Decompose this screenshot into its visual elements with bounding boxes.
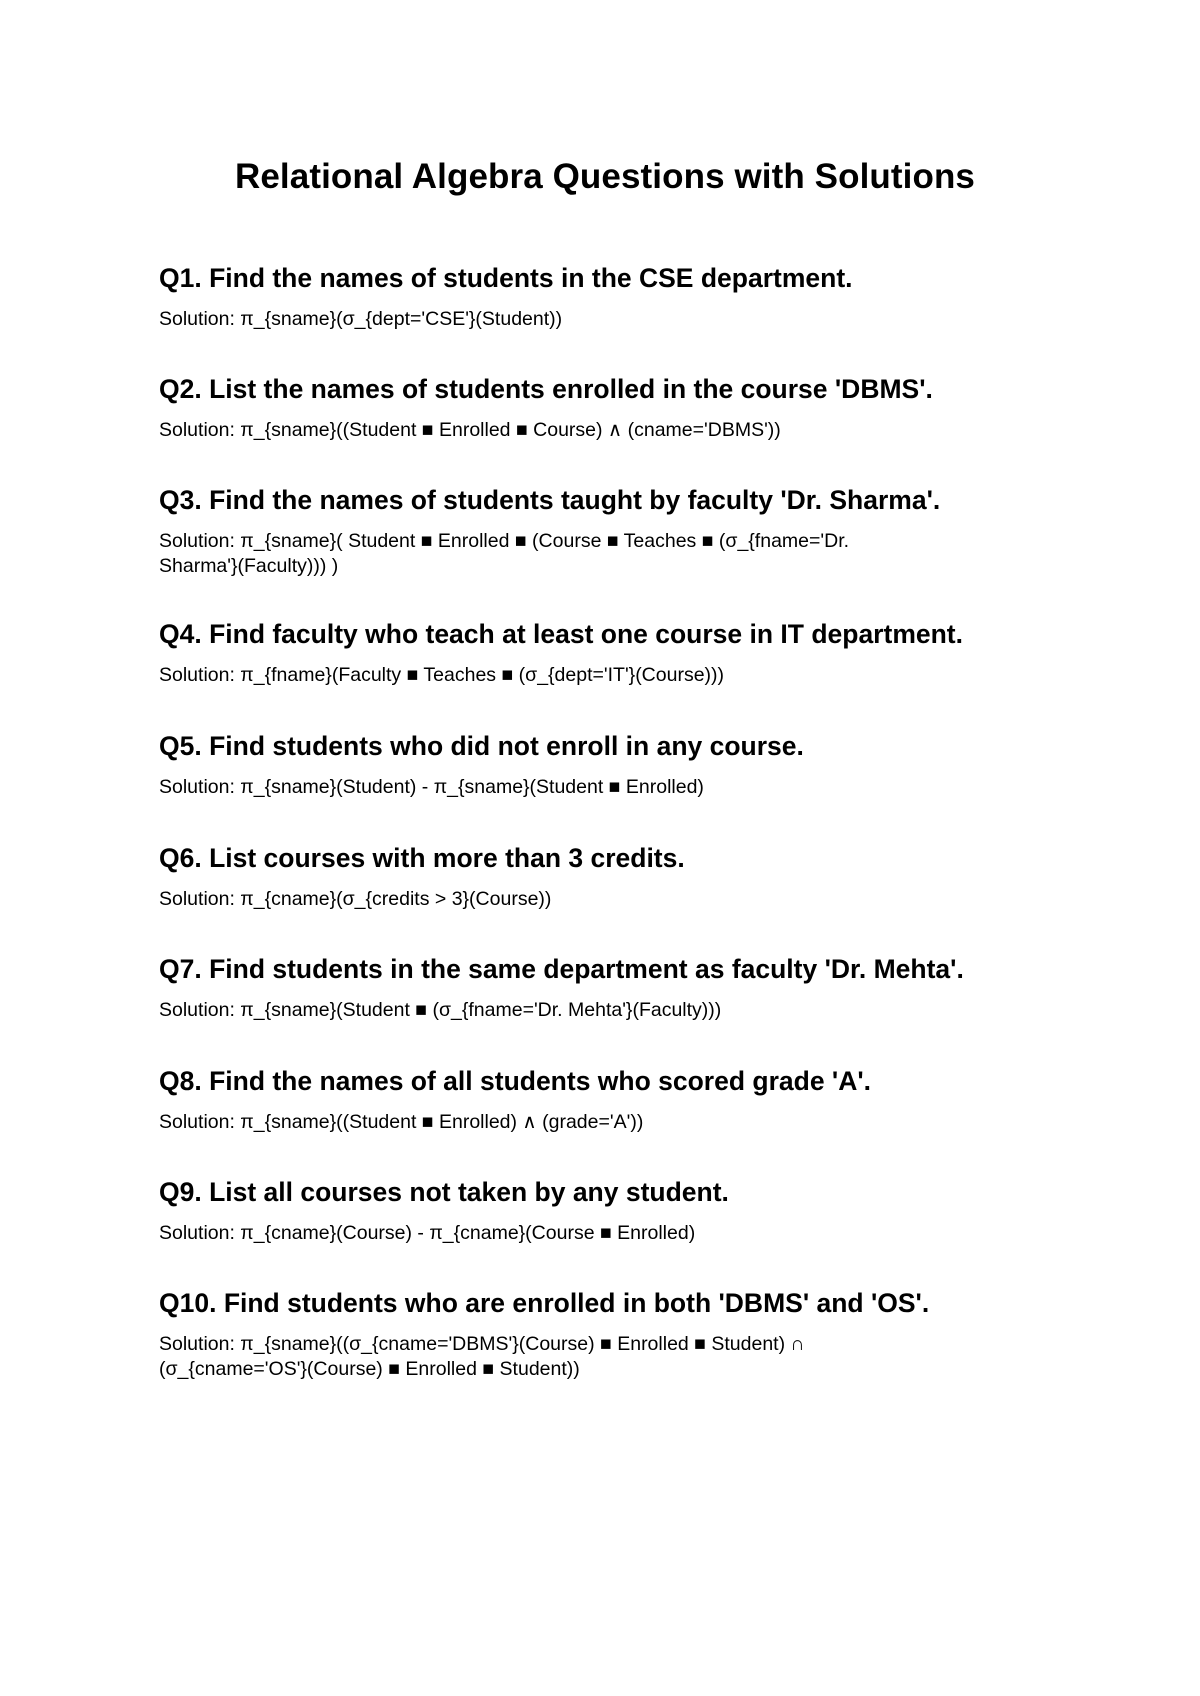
question-text: Q7. Find students in the same department as faculty 'Dr. Mehta'. <box>159 954 964 984</box>
question-text: Q10. Find students who are enrolled in both 'DBMS' and 'OS'. <box>159 1288 930 1318</box>
solution-text: Solution: π_{sname}(Student) - π_{sname}(Student ■ Enrolled) <box>159 776 704 799</box>
question-item-4 <box>159 619 1059 731</box>
solution-text: Solution: π_{sname}((Student ■ Enrolled ■ Course) ∧ (cname='DBMS')) <box>159 419 781 442</box>
question-text: Q5. Find students who did not enroll in any course. <box>159 731 804 761</box>
question-item-6 <box>159 843 1059 954</box>
solution-text: Solution: π_{cname}(σ_{credits > 3}(Course)) <box>159 888 552 911</box>
solution-text: Solution: π_{sname}((Student ■ Enrolled) ∧ (grade='A')) <box>159 1111 644 1134</box>
question-item-5 <box>159 731 1059 843</box>
question-item-2 <box>159 374 1059 485</box>
question-text: Q2. List the names of students enrolled in the course 'DBMS'. <box>159 374 933 404</box>
question-item-3 <box>159 485 1059 619</box>
question-text: Q1. Find the names of students in the CSE department. <box>159 263 853 293</box>
question-text: Q9. List all courses not taken by any student. <box>159 1177 729 1207</box>
question-text: Q8. Find the names of all students who scored grade 'A'. <box>159 1066 872 1096</box>
solution-text: Solution: π_{sname}(σ_{dept='CSE'}(Student)) <box>159 308 563 331</box>
document-title: Relational Algebra Questions with Solutions <box>234 157 976 196</box>
question-item-9 <box>159 1177 1059 1288</box>
question-list <box>159 263 1059 1382</box>
solution-text: Solution: π_{sname}( Student ■ Enrolled ■ (Course ■ Teaches ■ (σ_{fname='Dr. Sharma'}(Faculty))) ) <box>159 530 850 578</box>
question-text: Q3. Find the names of students taught by faculty 'Dr. Sharma'. <box>159 485 941 515</box>
solution-text: Solution: π_{sname}((σ_{cname='DBMS'}(Course) ■ Enrolled ■ Student) ∩ (σ_{cname='OS'}(Course) ■ Enrolled ■ Student)) <box>159 1333 805 1381</box>
question-text: Q6. List courses with more than 3 credits. <box>159 843 685 873</box>
solution-text: Solution: π_{sname}(Student ■ (σ_{fname='Dr. Mehta'}(Faculty))) <box>159 999 722 1022</box>
question-item-7 <box>159 954 1059 1066</box>
question-text: Q4. Find faculty who teach at least one course in IT department. <box>159 619 963 649</box>
question-item-1 <box>159 263 1059 374</box>
question-item-10 <box>159 1288 1059 1382</box>
solution-text: Solution: π_{fname}(Faculty ■ Teaches ■ (σ_{dept='IT'}(Course))) <box>159 664 725 687</box>
question-item-8 <box>159 1066 1059 1177</box>
solution-text: Solution: π_{cname}(Course) - π_{cname}(Course ■ Enrolled) <box>159 1222 696 1245</box>
